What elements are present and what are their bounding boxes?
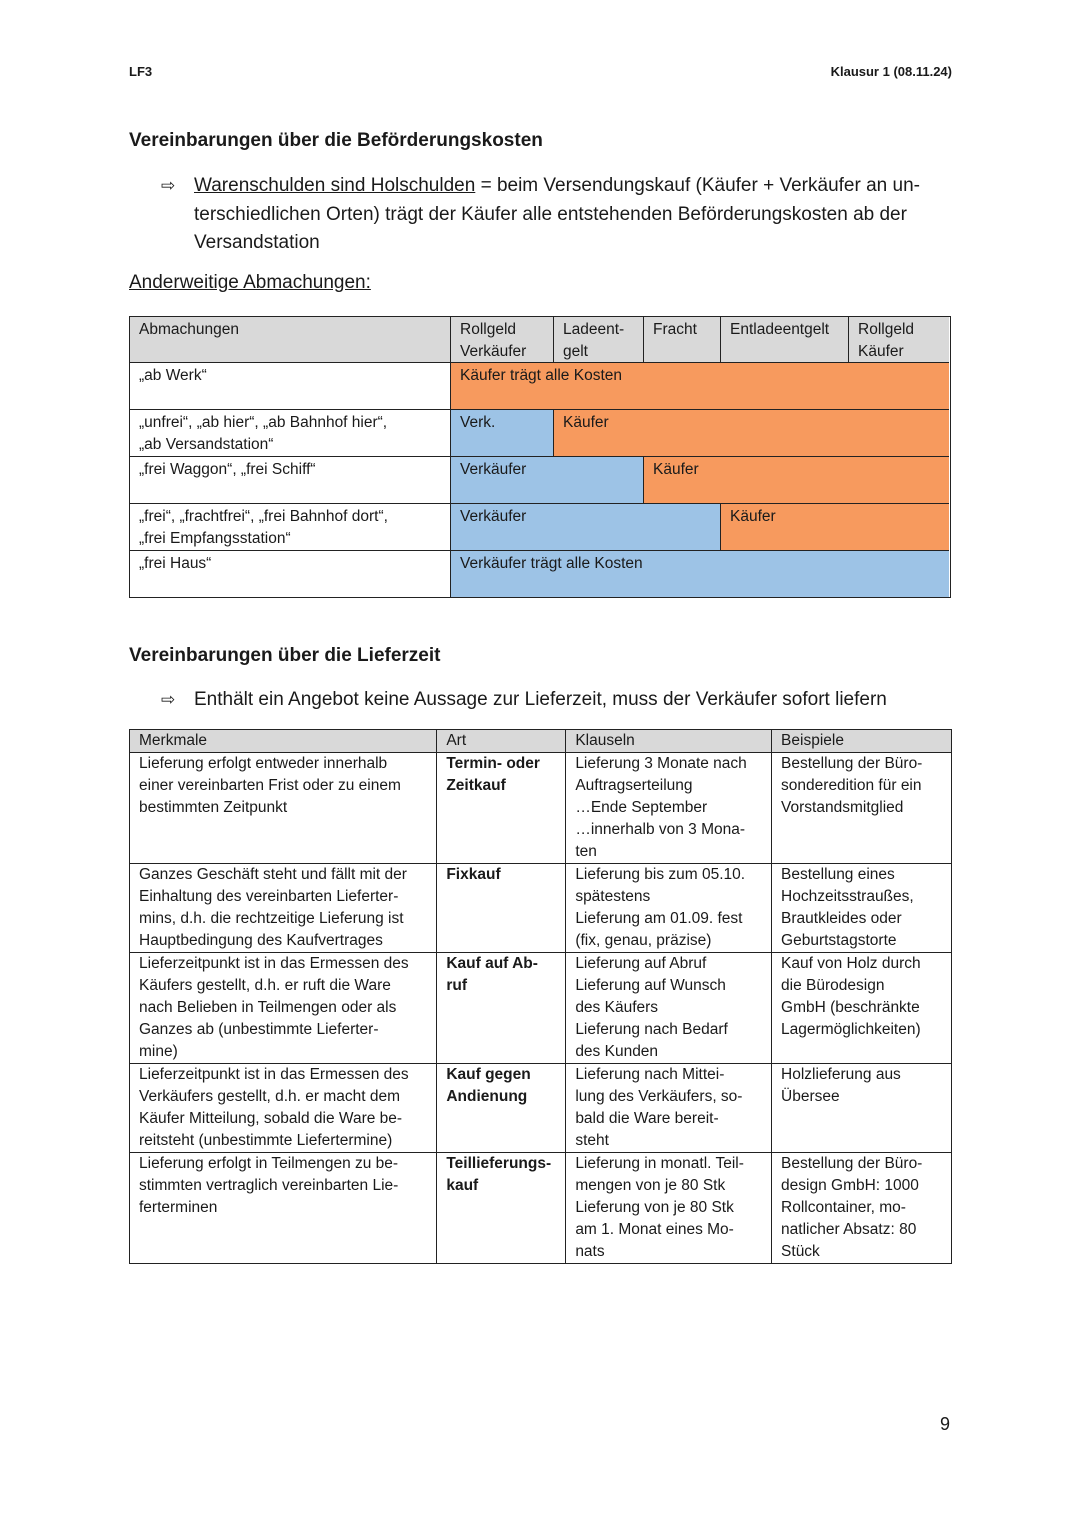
cell-line: ruf — [446, 977, 468, 994]
cell-line: Termin- oder — [446, 755, 540, 772]
header-rollgeld-kaeufer: Rollgeld Käufer — [849, 317, 949, 363]
header-beispiele: Beispiele — [772, 730, 952, 753]
table-row — [130, 1153, 952, 1264]
bullet-holschulden — [161, 172, 961, 258]
cell-beispiele — [772, 753, 952, 864]
cell-beispiele — [772, 1064, 952, 1153]
cell-line: Lieferung 3 Monate nach — [575, 755, 747, 772]
cell-line: Zeitkauf — [446, 777, 506, 794]
bullet-text-line1: = beim Versendungskauf (Käufer + Verkäufer an un- — [475, 175, 920, 196]
cell-line: die Bürodesign — [781, 977, 885, 994]
table-row — [130, 753, 952, 864]
cell-line: Lieferung von je 80 Stk — [575, 1199, 734, 1216]
header-exam-label: Klausur 1 (08.11.24) — [830, 64, 952, 79]
cell-art — [437, 953, 566, 1064]
seller-cost-cell: Verkäufer — [451, 457, 644, 504]
cell-line: mins, d.h. die rechtzeitige Lieferung ist — [139, 910, 404, 927]
cell-line: Bestellung der Büro- — [781, 755, 923, 772]
cell-line: ferterminen — [139, 1199, 218, 1216]
header-merkmale: Merkmale — [130, 730, 437, 753]
bullet-sofort-liefern: ⇨ Enthält ein Angebot keine Aussage zur Lieferzeit, muss der Verkäufer sofort liefern — [161, 686, 961, 715]
seller-cost-cell: Verk. — [451, 410, 554, 457]
cell-line: Lieferung in monatl. Teil- — [575, 1155, 744, 1172]
term-frei-haus: „frei Haus“ — [130, 551, 451, 597]
cell-line: Hochzeitsstraußes, — [781, 888, 914, 905]
term-ab-werk: „ab Werk“ — [130, 363, 451, 410]
cell-line: mine) — [139, 1043, 178, 1060]
delivery-time-table — [129, 729, 952, 1264]
cell-art — [437, 753, 566, 864]
cell-beispiele — [772, 1153, 952, 1264]
buyer-cost-cell: Käufer — [554, 410, 949, 457]
bullet-text-line2: terschiedlichen Orten) trägt der Käufer alle entstehenden Beförderungskosten ab der — [194, 203, 907, 225]
cell-line: Lieferzeitpunkt ist in das Ermessen des — [139, 1066, 409, 1083]
header-art: Art — [437, 730, 566, 753]
cell-line: Fixkauf — [446, 866, 501, 883]
buyer-cost-cell: Käufer — [644, 457, 949, 504]
arrow-right-outline-icon: ⇨ — [161, 176, 176, 195]
subheading-other-agreements: Anderweitige Abmachungen: — [129, 272, 371, 293]
seller-cost-cell: Verkäufer — [451, 504, 721, 551]
buyer-cost-cell: Käufer — [721, 504, 949, 551]
cell-line: nats — [575, 1243, 605, 1260]
cell-beispiele — [772, 864, 952, 953]
cell-line: bestimmten Zeitpunkt — [139, 799, 288, 816]
cell-beispiele — [772, 953, 952, 1064]
cell-line: Verkäufers gestellt, d.h. er macht dem — [139, 1088, 401, 1105]
cell-line: mengen von je 80 Stk — [575, 1177, 726, 1194]
cell-line: Käufers gestellt, d.h. er ruft die Ware — [139, 977, 391, 994]
cell-line: spätestens — [575, 888, 651, 905]
cell-line: sonderedition für ein — [781, 777, 922, 794]
cell-line: lung des Verkäufers, so- — [575, 1088, 743, 1105]
cell-line: …Ende September — [575, 799, 708, 816]
cell-line: Kauf auf Ab- — [446, 955, 538, 972]
cell-line: des Käufers — [575, 999, 659, 1016]
cell-line: Hauptbedingung des Kaufvertrages — [139, 932, 383, 949]
cell-line: …innerhalb von 3 Mona- — [575, 821, 746, 838]
cell-merkmale — [130, 753, 437, 864]
cell-merkmale — [130, 1064, 437, 1153]
cell-line: des Kunden — [575, 1043, 659, 1060]
header-rollgeld-verkaeufer: Rollgeld Verkäufer — [451, 317, 554, 363]
cell-line: Lagermöglichkeiten) — [781, 1021, 921, 1038]
bullet-underlined-term: Warenschulden sind Holschulden — [194, 175, 476, 196]
transport-cost-table — [129, 316, 951, 598]
cell-klauseln — [566, 864, 772, 953]
table-row — [130, 864, 952, 953]
cell-line: reitsteht (unbestimmte Liefertermine) — [139, 1132, 393, 1149]
table-row — [130, 953, 952, 1064]
cell-line: Vorstandsmitglied — [781, 799, 904, 816]
cell-art — [437, 1153, 566, 1264]
header-abmachungen: Abmachungen — [130, 317, 451, 363]
cell-line: Lieferung erfolgt in Teilmengen zu be- — [139, 1155, 399, 1172]
cell-merkmale — [130, 864, 437, 953]
cell-line: Lieferung nach Bedarf — [575, 1021, 728, 1038]
cell-line: am 1. Monat eines Mo- — [575, 1221, 734, 1238]
arrow-right-outline-icon: ⇨ — [161, 690, 176, 709]
cell-line: GmbH (beschränkte — [781, 999, 920, 1016]
cell-line: Bestellung eines — [781, 866, 895, 883]
cell-line: Bestellung der Büro- — [781, 1155, 923, 1172]
header-entladeentgelt: Entladeentgelt — [721, 317, 849, 363]
cell-line: kauf — [446, 1177, 479, 1194]
cell-line: Übersee — [781, 1088, 840, 1105]
header-fracht: Fracht — [644, 317, 721, 363]
cell-line: Rollcontainer, mo- — [781, 1199, 906, 1216]
cell-line: Kauf gegen — [446, 1066, 531, 1083]
cell-line: steht — [575, 1132, 609, 1149]
cell-klauseln — [566, 1153, 772, 1264]
term-unfrei: „unfrei“, „ab hier“, „ab Bahnhof hier“, „ab Versandstation“ — [130, 410, 451, 457]
table-header-row — [130, 730, 952, 753]
table-row — [130, 1064, 952, 1153]
header-klauseln: Klauseln — [566, 730, 772, 753]
cell-line: Teillieferungs- — [446, 1155, 552, 1172]
cell-line: bald die Ware bereit- — [575, 1110, 719, 1127]
cell-line: (fix, genau, präzise) — [575, 932, 712, 949]
cell-line: Lieferzeitpunkt ist in das Ermessen des — [139, 955, 409, 972]
seller-cost-cell: Verkäufer trägt alle Kosten — [451, 551, 949, 597]
cell-merkmale — [130, 1153, 437, 1264]
section-title-delivery-time: Vereinbarungen über die Lieferzeit — [129, 645, 441, 666]
cell-line: Holzlieferung aus — [781, 1066, 901, 1083]
cell-art — [437, 864, 566, 953]
term-frei: „frei“, „frachtfrei“, „frei Bahnhof dort“, „frei Empfangsstation“ — [130, 504, 451, 551]
cell-line: Lieferung auf Abruf — [575, 955, 707, 972]
cell-line: Auftragserteilung — [575, 777, 693, 794]
cell-line: Geburtstagstorte — [781, 932, 897, 949]
cell-line: Ganzes Geschäft steht und fällt mit der — [139, 866, 407, 883]
cell-line: stimmten vertraglich vereinbarten Lie- — [139, 1177, 399, 1194]
cell-line: Ganzes ab (unbestimmte Lieferter- — [139, 1021, 379, 1038]
cell-line: Stück — [781, 1243, 820, 1260]
cell-klauseln — [566, 753, 772, 864]
cell-line: Kauf von Holz durch — [781, 955, 921, 972]
cell-line: ten — [575, 843, 597, 860]
cell-line: Lieferung bis zum 05.10. — [575, 866, 746, 883]
cell-klauseln — [566, 953, 772, 1064]
cell-klauseln — [566, 1064, 772, 1153]
cell-line: Lieferung auf Wunsch — [575, 977, 726, 994]
cell-merkmale — [130, 953, 437, 1064]
cell-line: Einhaltung des vereinbarten Lieferter- — [139, 888, 399, 905]
cell-line: Brautkleides oder — [781, 910, 902, 927]
cell-line: nach Belieben in Teilmengen oder als — [139, 999, 397, 1016]
header-course-label: LF3 — [129, 64, 153, 79]
cell-line: Lieferung erfolgt entweder innerhalb — [139, 755, 388, 772]
cell-line: natlicher Absatz: 80 — [781, 1221, 917, 1238]
header-ladeentgelt: Ladeent- gelt — [554, 317, 644, 363]
section-title-transport-costs: Vereinbarungen über die Beförderungskosten — [129, 130, 543, 151]
bullet-text-line3: Versandstation — [194, 232, 320, 253]
buyer-cost-cell: Käufer trägt alle Kosten — [451, 363, 949, 410]
cell-line: Käufer Mitteilung, sobald die Ware be- — [139, 1110, 403, 1127]
term-frei-waggon: „frei Waggon“, „frei Schiff“ — [130, 457, 451, 504]
cell-line: Andienung — [446, 1088, 528, 1105]
cell-line: Lieferung nach Mittei- — [575, 1066, 725, 1083]
cell-line: Lieferung am 01.09. fest — [575, 910, 743, 927]
cell-art — [437, 1064, 566, 1153]
cell-line: design GmbH: 1000 — [781, 1177, 919, 1194]
cell-line: einer vereinbarten Frist oder zu einem — [139, 777, 401, 794]
page-number: 9 — [940, 1414, 951, 1434]
